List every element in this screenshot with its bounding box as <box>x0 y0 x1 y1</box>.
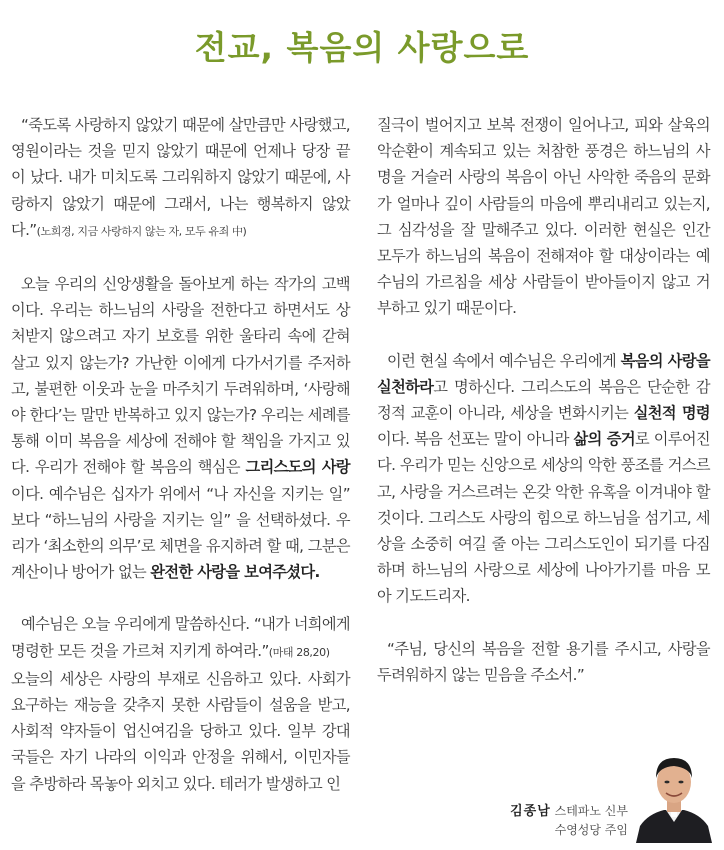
emphasis-text: 실천적 명령 <box>633 404 710 423</box>
closing-prayer: “주님, 당신의 복음을 전할 용기를 주시고, 사랑을 두려워하지 않는 믿음을 주소서.” <box>377 639 710 684</box>
author-title: 스테파노 신부 <box>554 804 628 818</box>
author-portrait-icon <box>634 748 714 843</box>
quote-source: (노희경, 지금 사랑하지 않는 자, 모두 유죄 中) <box>36 224 247 238</box>
body-text: 고 명하신다. 그리스도의 복음은 단순한 감정적 교훈이 아니라, 세상을 변화시키는 <box>377 377 710 423</box>
body-text: 오늘 우리의 신앙생활을 돌아보게 하는 작가의 고백이다. 우리는 하느님의 사랑을 전한다고 하면서도 상처받지 않으려고 자기 보호를 위한 울타리 속에 갇혀 살고 있지 않는가? 가난한 이에게 다가서기를 주저하고, 불편한 이웃과 눈을 마주치기 두려워하며, ‘사랑해야 한다’는 말만 반복하고 있지 않는가? 우리는 세례를 통해 이미 복음을 세상에 전해야 할 책임을 가지고 있다. 우리가 전해야 할 복음의 핵심은 <box>11 275 350 477</box>
body-text: 이다. 예수님은 십자가 위에서 “나 자신을 지키는 일” 보다 “하느님의 사랑을 지키는 일” 을 선택하셨다. 우리가 ‘최소한의 의무’로 체면을 유지하려 할 때, 그분은 계산이나 방어가 없는 <box>11 484 350 582</box>
author-signature <box>480 802 628 840</box>
opening-quote: “죽도록 사랑하지 않았기 때문에 살만큼만 사랑했고, 영원이라는 것을 믿지 않았기 때문에 언제나 당장 끝이 났다. 내가 미치도록 그리워하지 않았기 때문에, 사랑하지 않았기 때문에 그래서, 나는 행복하지 않았다.” <box>11 116 350 239</box>
emphasis-text: 완전한 사랑을 보여주셨다. <box>150 563 320 582</box>
body-text: 로 이루어진다. 우리가 믿는 신앙으로 세상의 악한 풍조를 거스르고, 사랑을 거스르려는 온갖 악한 유혹을 이겨내야 할 것이다. 그리스도 사랑의 힘으로 하느님을 섬기고, 세상을 소중히 여길 줄 아는 그리스도인이 되기를 다짐하며 하느님의 사랑으로 세상에 나아가기를 마음 모아 기도드리자. <box>377 430 710 606</box>
scripture-reference: (마태 28,20) <box>268 645 330 659</box>
emphasis-text: 그리스도의 사랑 <box>245 458 351 477</box>
body-paragraph-3: 질극이 벌어지고 보복 전쟁이 일어나고, 피와 살육의 악순환이 계속되고 있는 처참한 풍경은 하느님의 사명을 거슬러 사랑의 복음이 아닌 사악한 죽음의 문화가 얼마나 깊이 사람들의 마음에 뿌리내리고 있는지, 그 심각성을 잘 말해주고 있다. 이러한 현실은 인간 모두가 하느님의 복음이 전해져야 할 대상이라는 예수님의 가르침을 세상 사람들이 받아들이지 않고 거부하고 있기 때문이다. <box>377 116 710 318</box>
right-column <box>377 112 710 688</box>
body-text: 이런 현실 속에서 예수님은 우리에게 <box>387 351 621 370</box>
page-title: 전교, 복음의 사랑으로 <box>194 28 530 67</box>
body-text: 이다. 복음 선포는 말이 아니라 <box>377 430 574 449</box>
body-paragraph-1 <box>11 271 350 585</box>
body-text: 오늘의 세상은 사랑의 부재로 신음하고 있다. 사회가 요구하는 재능을 갖추지 못한 사람들이 설움을 받고, 사회적 약자들이 업신여김을 당하고 있다. 일부 강대국들은 자기 나라의 이익과 안정을 위해서, 이민자들을 추방하라 목놓아 외치고 있다. 테러가 발생하고 인 <box>11 669 350 793</box>
body-paragraph-4 <box>377 348 710 610</box>
emphasis-text: 삶의 증거 <box>573 430 635 449</box>
body-paragraph-2 <box>11 611 350 796</box>
emphasis-text: 복음의 사랑을 실천하라 <box>377 351 710 396</box>
quote-paragraph <box>11 112 350 245</box>
author-name: 김종남 <box>510 804 551 819</box>
left-column <box>11 112 350 797</box>
author-role: 수영성당 주임 <box>554 823 628 837</box>
body-text: 예수님은 오늘 우리에게 말씀하신다. “내가 너희에게 명령한 모든 것을 가르쳐 지키게 하여라.” <box>11 615 350 660</box>
